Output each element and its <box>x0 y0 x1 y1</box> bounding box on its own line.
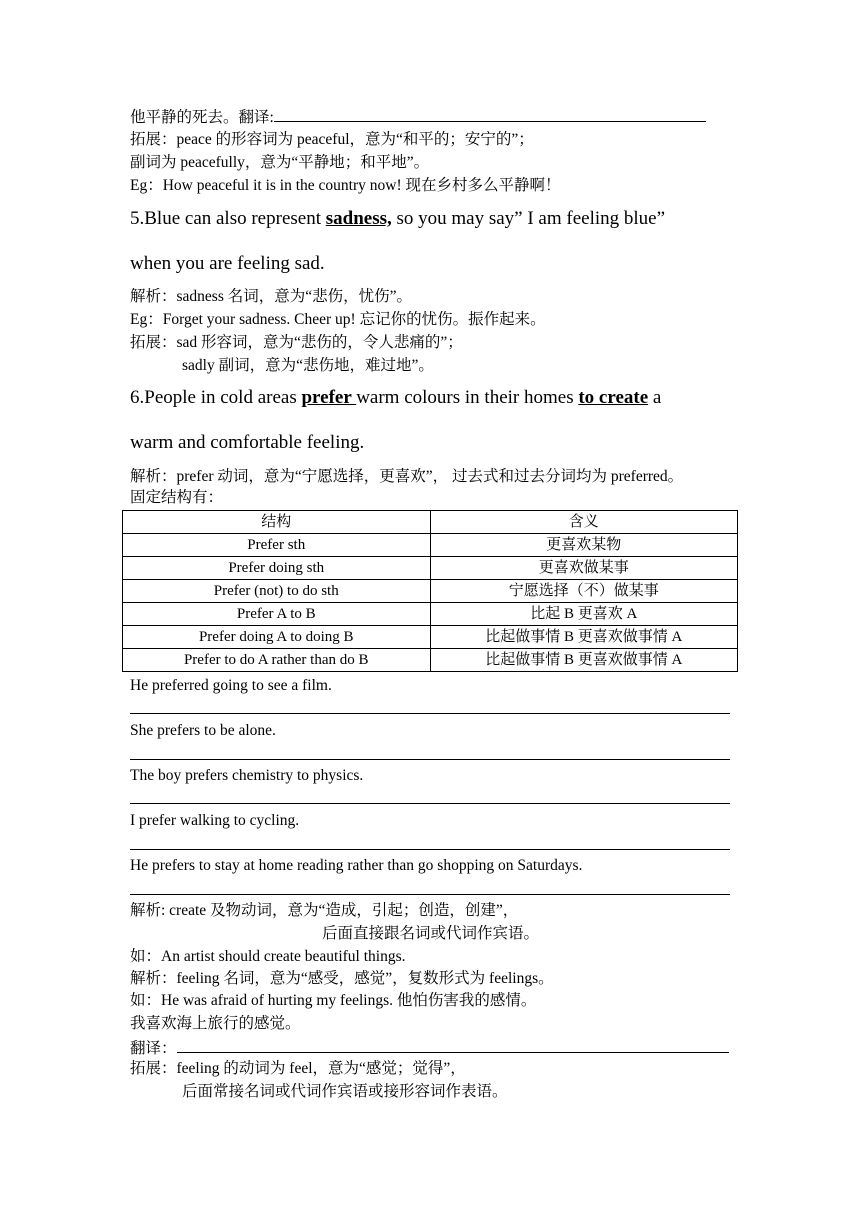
answer-line-3[interactable] <box>130 803 730 804</box>
table-cell: Prefer doing sth <box>123 557 431 580</box>
translation-prompt-2: 翻译： <box>130 1037 729 1059</box>
analysis-create-1: 解析: create 及物动词，意为“造成，引起；创造，创建”， <box>130 902 519 919</box>
translation-prompt-1: 他平静的死去。翻译: <box>130 106 706 128</box>
keyword-to-create: to create <box>578 387 649 408</box>
example-sadness: Eg：Forget your sadness. Cheer up! 忘记你的忧伤。振作起来。 <box>130 311 546 328</box>
table-cell: 比起做事情 B 更喜欢做事情 A <box>430 626 738 649</box>
table-header-cell: 结构 <box>123 511 431 534</box>
example-create: 如：An artist should create beautiful things. <box>130 948 406 965</box>
example-sentence-3: The boy prefers chemistry to physics. <box>130 767 364 784</box>
table-cell: Prefer A to B <box>123 603 431 626</box>
analysis-sadness: 解析：sadness 名词，意为“悲伤，忧伤”。 <box>130 288 412 305</box>
answer-blank-1[interactable] <box>274 106 706 122</box>
example-peace: Eg：How peaceful it is in the country now! 现在乡村多么平静啊！ <box>130 177 561 194</box>
analysis-prefer: 解析：prefer 动词，意为“宁愿选择，更喜欢”， 过去式和过去分词均为 preferred。 <box>130 468 684 485</box>
answer-line-2[interactable] <box>130 759 730 760</box>
table-cell: Prefer doing A to doing B <box>123 626 431 649</box>
extension-sad-2: sadly 副词，意为“悲伤地，难过地”。 <box>182 357 434 374</box>
table-cell: 比起 B 更喜欢 A <box>430 603 738 626</box>
answer-blank-2[interactable] <box>177 1037 729 1053</box>
translation-source: 我喜欢海上旅行的感觉。 <box>130 1015 301 1032</box>
answer-line-5[interactable] <box>130 894 730 895</box>
table-cell: 比起做事情 B 更喜欢做事情 A <box>430 649 738 672</box>
extension-peace-2: 副词为 peacefully，意为“平静地；和平地”。 <box>130 154 430 171</box>
table-header-cell: 含义 <box>430 511 738 534</box>
extension-feel-1: 拓展：feeling 的动词为 feel，意为“感觉；觉得”， <box>130 1060 466 1077</box>
keyword-sadness: sadness, <box>325 208 392 229</box>
sentence-6-line-1: 6.People in cold areas prefer warm colours in their homes to create a <box>130 387 662 408</box>
table-cell: Prefer (not) to do sth <box>123 580 431 603</box>
table-header-row <box>123 511 738 534</box>
example-sentence-2: She prefers to be alone. <box>130 722 276 739</box>
sentence-5-line-2: when you are feeling sad. <box>130 253 325 274</box>
extension-feel-2: 后面常接名词或代词作宾语或接形容词作表语。 <box>182 1083 508 1100</box>
extension-peace-1: 拓展：peace 的形容词为 peaceful，意为“和平的；安宁的”； <box>130 131 534 148</box>
fixed-structures-label: 固定结构有： <box>130 489 224 506</box>
table-row <box>123 649 738 672</box>
analysis-feeling: 解析：feeling 名词，意为“感受，感觉”，复数形式为 feelings。 <box>130 970 554 987</box>
example-sentence-1: He preferred going to see a film. <box>130 677 332 694</box>
table-cell: 更喜欢某物 <box>430 534 738 557</box>
table-row <box>123 626 738 649</box>
example-sentence-5: He prefers to stay at home reading rather than go shopping on Saturdays. <box>130 857 583 874</box>
table-cell: Prefer to do A rather than do B <box>123 649 431 672</box>
extension-sad-1: 拓展：sad 形容词，意为“悲伤的，令人悲痛的”； <box>130 334 463 351</box>
table-row <box>123 580 738 603</box>
table-cell: Prefer sth <box>123 534 431 557</box>
keyword-prefer: prefer <box>301 387 357 408</box>
example-sentence-4: I prefer walking to cycling. <box>130 812 300 829</box>
prefer-structure-table <box>122 510 738 672</box>
table-cell: 宁愿选择（不）做某事 <box>430 580 738 603</box>
analysis-create-2: 后面直接跟名词或代词作宾语。 <box>322 925 540 942</box>
example-feeling: 如：He was afraid of hurting my feelings. 他怕伤害我的感情。 <box>130 992 537 1009</box>
sentence-6-line-2: warm and comfortable feeling. <box>130 432 365 453</box>
answer-line-4[interactable] <box>130 849 730 850</box>
table-row <box>123 603 738 626</box>
table-cell: 更喜欢做某事 <box>430 557 738 580</box>
table-row <box>123 534 738 557</box>
sentence-5-line-1: 5.Blue can also represent sadness, so you may say” I am feeling blue” <box>130 208 666 229</box>
table-row <box>123 557 738 580</box>
answer-line-1[interactable] <box>130 713 730 714</box>
